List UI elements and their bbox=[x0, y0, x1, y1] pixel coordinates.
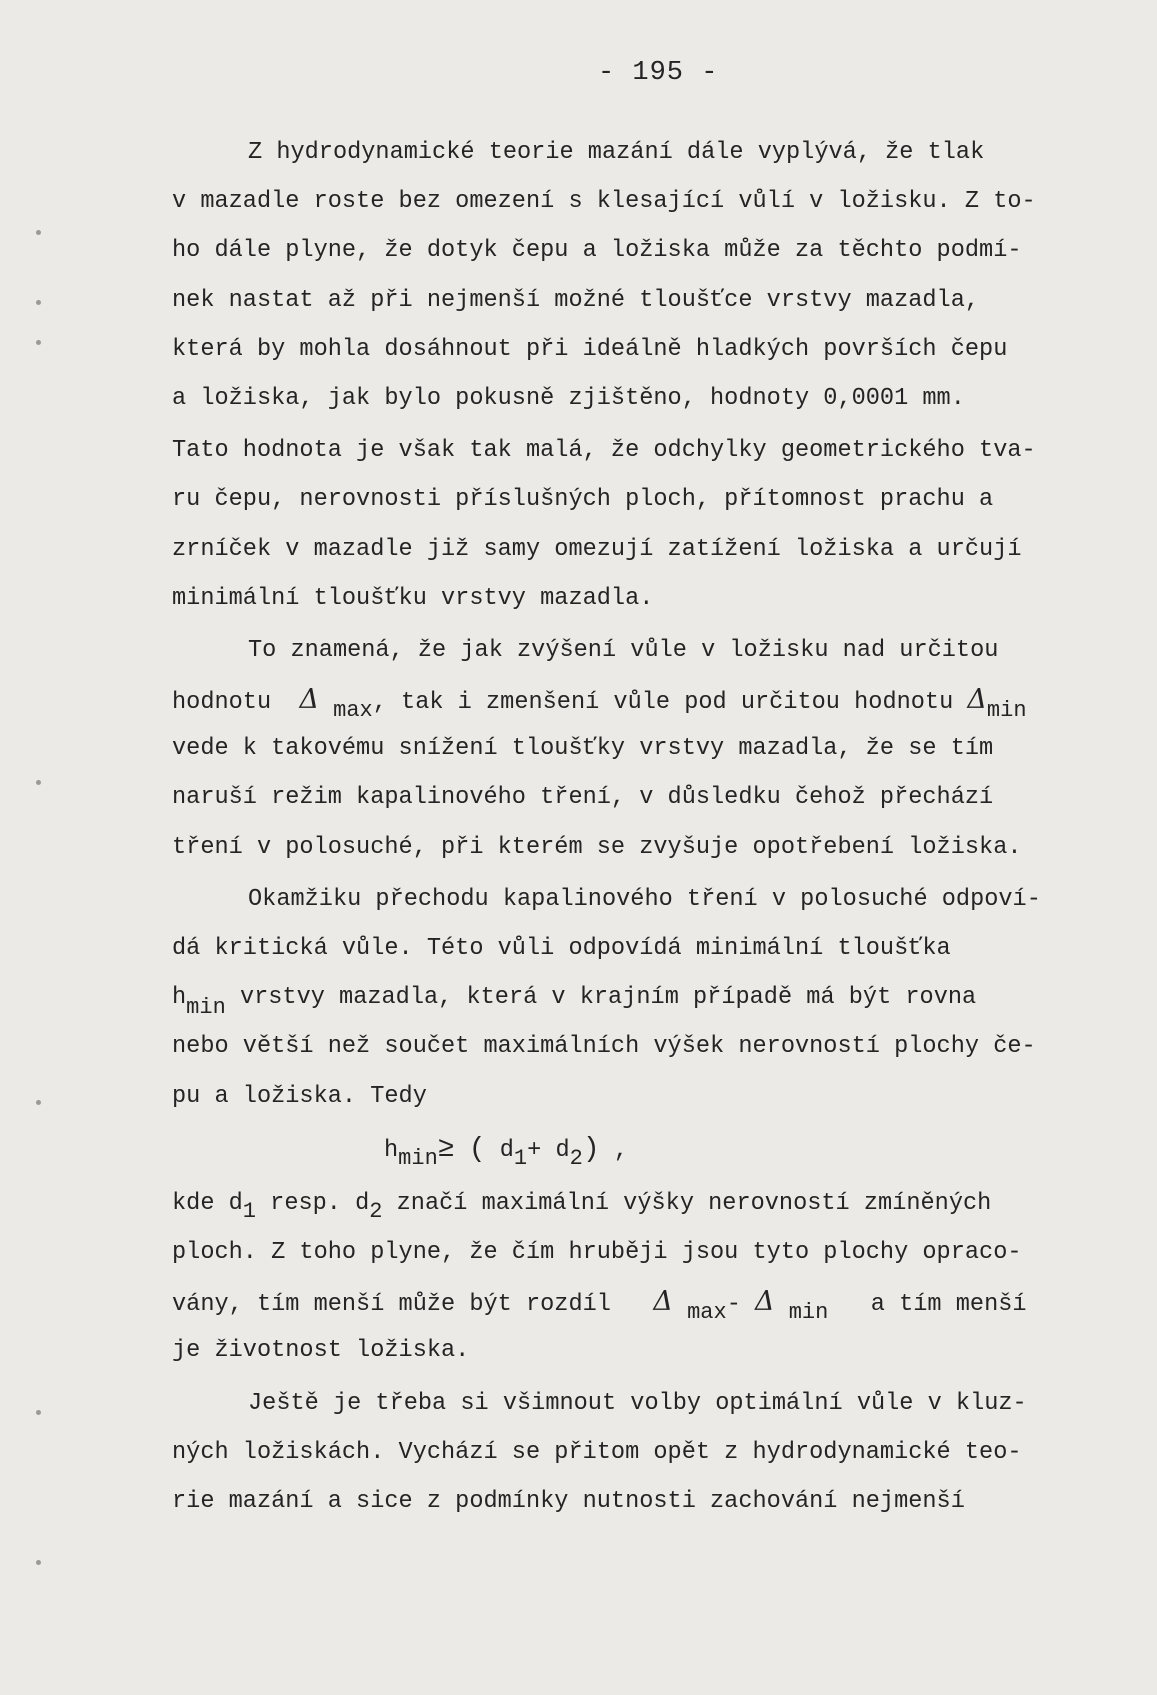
text-line: ho dále plyne, že dotyk čepu a ložiska může za těchto podmí- bbox=[172, 237, 1022, 265]
text-line: Z hydrodynamické teorie mazání dále vyplývá, že tlak bbox=[248, 139, 985, 166]
punch-hole-mark bbox=[36, 300, 41, 305]
punch-hole-mark bbox=[36, 1560, 41, 1565]
text-line: dá kritická vůle. Této vůli odpovídá minimální tloušťka bbox=[172, 935, 951, 962]
text-fragment: resp. d bbox=[256, 1189, 370, 1217]
text-line: naruší režim kapalinového tření, v důsledku čehož přechází bbox=[172, 784, 994, 812]
body-text bbox=[172, 128, 1102, 1526]
subscript-min: min bbox=[788, 1300, 829, 1326]
text-fragment: vrstvy mazadla, která v krajním případě má být rovna bbox=[225, 984, 977, 1012]
text-line: v mazadle roste bez omezení s klesající vůlí v ložisku. Z to- bbox=[172, 188, 1036, 216]
subscript-min: min bbox=[398, 1145, 438, 1171]
text-line-with-hmin bbox=[172, 973, 1102, 1022]
text-line: minimální tloušťku vrstvy mazadla. bbox=[172, 584, 654, 612]
text-line: zrníček v mazadle již samy omezují zatížení ložiska a určují bbox=[172, 535, 1022, 563]
open-paren: ( bbox=[468, 1133, 486, 1165]
text-fragment: hodnotu bbox=[172, 689, 272, 717]
text-line-with-d bbox=[172, 1179, 1102, 1228]
text-fragment: vány, tím menší může být rozdíl bbox=[172, 1291, 611, 1319]
d-symbol: d bbox=[555, 1136, 570, 1164]
text-line-with-delta bbox=[172, 675, 1102, 724]
text-line: Tato hodnota je však tak malá, že odchylky geometrického tva- bbox=[172, 437, 1036, 465]
text-line: pu a ložiska. Tedy bbox=[172, 1082, 427, 1110]
punch-hole-mark bbox=[36, 1100, 41, 1105]
subscript-max: max bbox=[333, 698, 373, 724]
text-line: tření v polosuché, při kterém se zvyšuje opotřebení ložiska. bbox=[172, 833, 1022, 861]
text-fragment: a tím menší bbox=[870, 1291, 1027, 1319]
text-line: ploch. Z toho plyne, že čím hruběji jsou tyto plochy opraco- bbox=[172, 1238, 1022, 1266]
subscript-2: 2 bbox=[369, 1198, 383, 1224]
comma: , bbox=[613, 1136, 628, 1164]
close-paren: ) bbox=[582, 1133, 600, 1165]
page-number: - 195 - bbox=[598, 58, 719, 88]
punch-hole-mark bbox=[36, 780, 41, 785]
minus-symbol: - bbox=[726, 1291, 741, 1319]
h-symbol: h bbox=[384, 1136, 399, 1164]
subscript-max: max bbox=[687, 1300, 727, 1326]
delta-symbol: Δ bbox=[755, 1286, 775, 1318]
formula-hmin bbox=[172, 1121, 1102, 1179]
text-line: ných ložiskách. Vychází se přitom opět z hydrodynamické teo- bbox=[172, 1438, 1022, 1466]
text-line-with-delta bbox=[172, 1277, 1102, 1326]
delta-symbol: Δ bbox=[967, 684, 987, 716]
text-line: ru čepu, nerovnosti příslušných ploch, přítomnost prachu a bbox=[172, 486, 994, 514]
subscript-1: 1 bbox=[513, 1145, 528, 1171]
text-line: Ještě je třeba si všimnout volby optimální vůle v kluz- bbox=[248, 1389, 1027, 1417]
punch-hole-mark bbox=[36, 230, 41, 235]
punch-hole-mark bbox=[36, 1410, 41, 1415]
h-symbol: h bbox=[172, 984, 187, 1012]
geq-symbol: ≥ bbox=[437, 1133, 455, 1165]
plus-symbol: + bbox=[527, 1136, 542, 1164]
text-line: nebo větší než součet maximálních výšek nerovností plochy če- bbox=[172, 1033, 1036, 1061]
text-line: vede k takovému snížení tloušťky vrstvy mazadla, že se tím bbox=[172, 735, 994, 763]
subscript-min: min bbox=[186, 995, 226, 1021]
text-line: je životnost ložiska. bbox=[172, 1337, 470, 1365]
delta-symbol: Δ bbox=[299, 684, 319, 716]
text-line: rie mazání a sice z podmínky nutnosti zachování nejmenší bbox=[172, 1487, 965, 1515]
subscript-1: 1 bbox=[242, 1198, 256, 1224]
subscript-min: min bbox=[986, 698, 1027, 724]
text-line: a ložiska, jak bylo pokusně zjištěno, hodnoty 0,0001 mm. bbox=[172, 384, 965, 412]
d-symbol: d bbox=[499, 1136, 514, 1164]
punch-hole-mark bbox=[36, 340, 41, 345]
text-fragment: , tak i zmenšení vůle pod určitou hodnotu bbox=[372, 689, 954, 717]
text-line: nek nastat až při nejmenší možné tloušťce vrstvy mazadla, bbox=[172, 286, 980, 314]
text-line: Okamžiku přechodu kapalinového tření v polosuché odpoví- bbox=[248, 885, 1041, 913]
text-line: To znamená, že jak zvýšení vůle v ložisku nad určitou bbox=[248, 636, 999, 664]
text-fragment: kde d bbox=[172, 1189, 243, 1217]
text-fragment: značí maximální výšky nerovností zmíněných bbox=[382, 1189, 992, 1217]
text-line: která by mohla dosáhnout při ideálně hladkých površích čepu bbox=[172, 335, 1008, 363]
delta-symbol: Δ bbox=[653, 1286, 673, 1318]
subscript-2: 2 bbox=[569, 1145, 583, 1171]
